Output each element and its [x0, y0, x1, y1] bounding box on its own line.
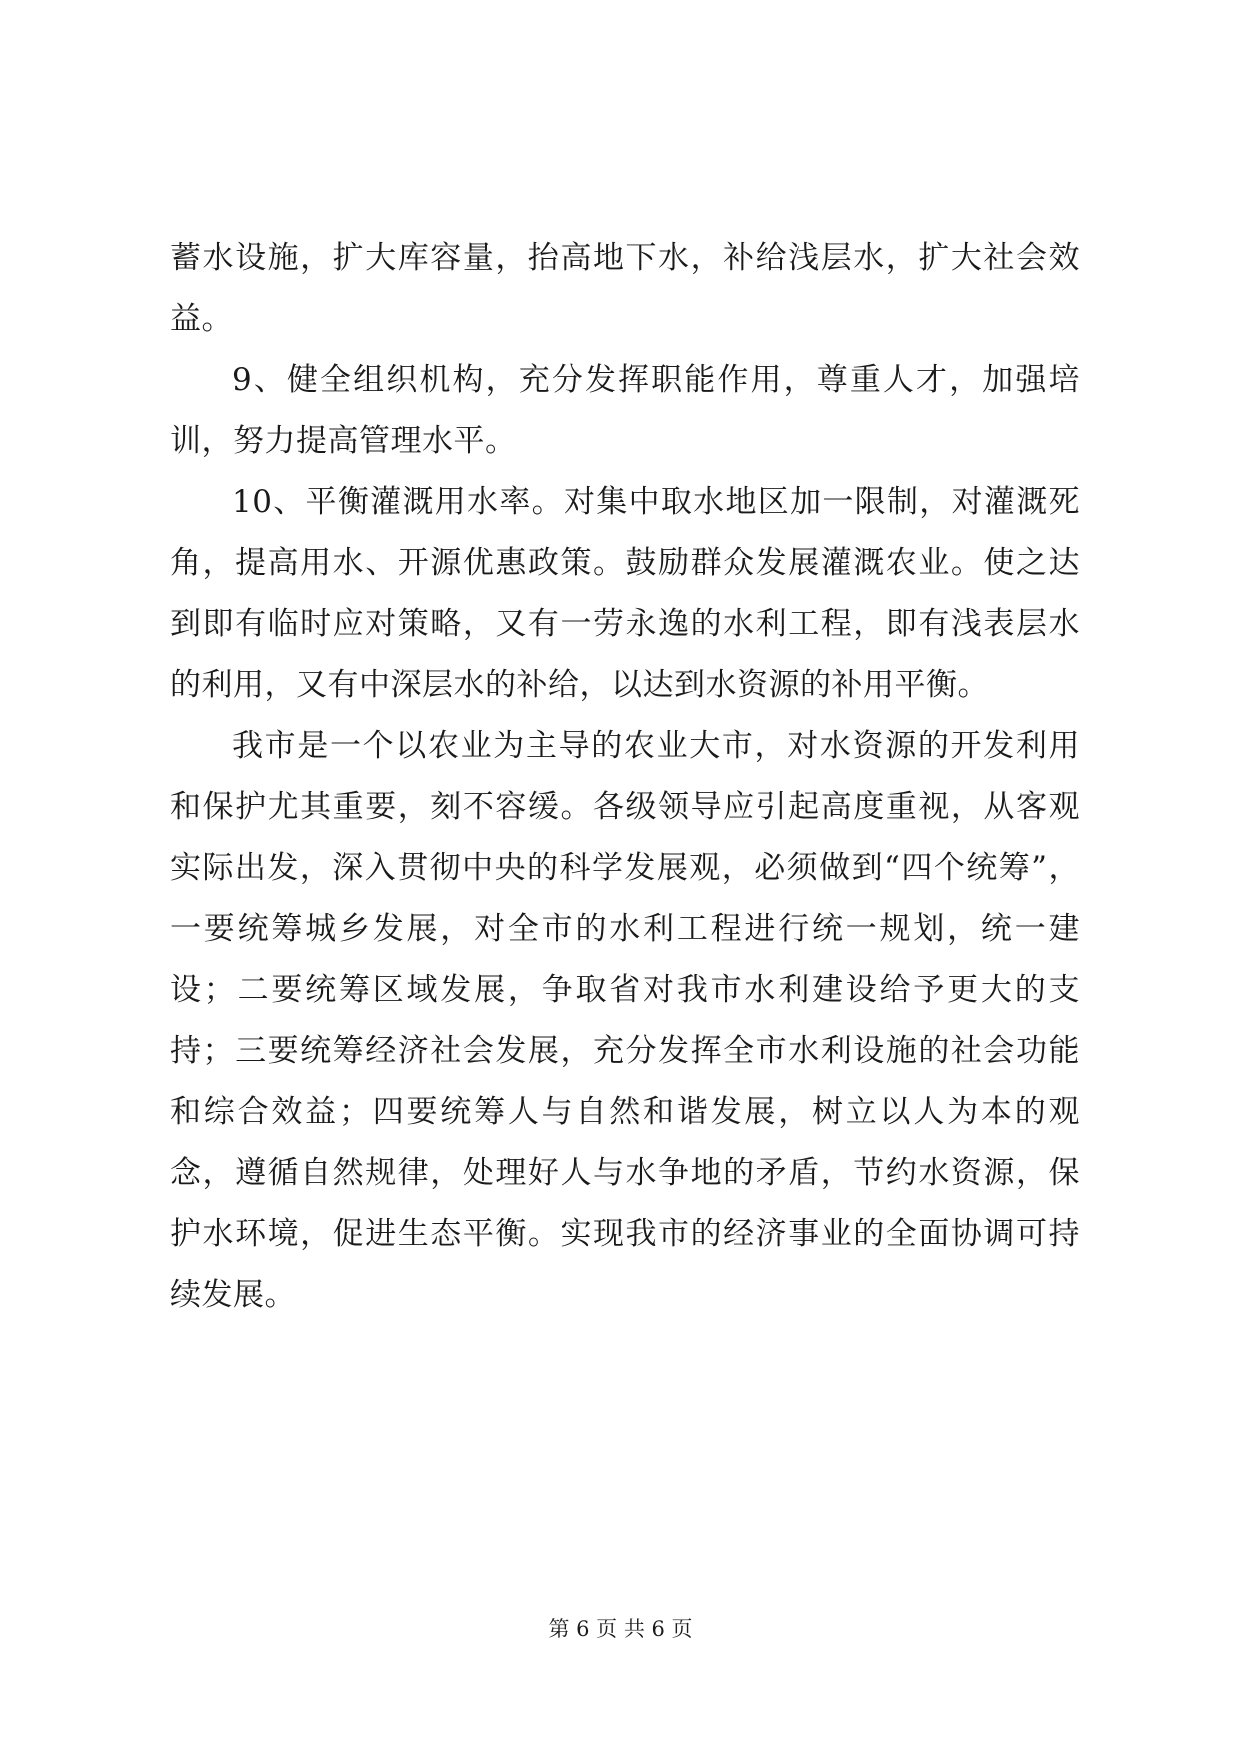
document-body [170, 228, 1080, 1326]
paragraph-3: 10、平衡灌溉用水率。对集中取水地区加一限制，对灌溉死角，提高用水、开源优惠政策。鼓励群众发展灌溉农业。使之达到即有临时应对策略，又有一劳永逸的水利工程，即有浅表层水的利用，又有中深层水的补给，以达到水资源的补用平衡。 [170, 484, 1080, 703]
paragraph-2: 9、健全组织机构，充分发挥职能作用，尊重人才，加强培训，努力提高管理水平。 [170, 362, 1080, 459]
paragraph-1: 蓄水设施，扩大库容量，抬高地下水，补给浅层水，扩大社会效益。 [170, 240, 1080, 337]
paragraph-4: 我市是一个以农业为主导的农业大市，对水资源的开发利用和保护尤其重要，刻不容缓。各级领导应引起高度重视，从客观实际出发，深入贯彻中央的科学发展观，必须做到“四个统筹”，一要统筹城乡发展，对全市的水利工程进行统一规划，统一建设；二要统筹区域发展，争取省对我市水利建设给予更大的支持；三要统筹经济社会发展，充分发挥全市水利设施的社会功能和综合效益；四要统筹人与自然和谐发展，树立以人为本的观念，遵循自然规律，处理好人与水争地的矛盾，节约水资源，保护水环境，促进生态平衡。实现我市的经济事业的全面协调可持续发展。 [170, 728, 1080, 1313]
page-footer: 第 6 页 共 6 页 [548, 1617, 693, 1641]
